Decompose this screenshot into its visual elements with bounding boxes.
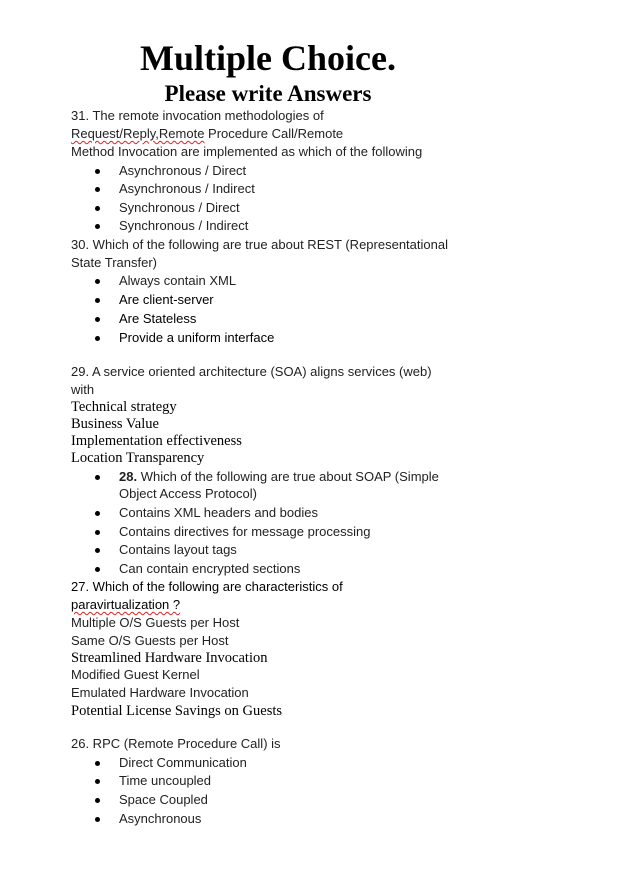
- q27-option-5: Emulated Hardware Invocation: [71, 685, 249, 700]
- q30-option-4: Provide a uniform interface: [119, 330, 275, 345]
- bullet-icon: [94, 504, 102, 522]
- q26-option-3: Space Coupled: [119, 792, 208, 807]
- question-29-text-line2: with: [71, 382, 95, 397]
- q28-option-3: Contains layout tags: [119, 542, 237, 557]
- question-27-text-line2: [71, 596, 180, 614]
- bullet-icon: [94, 180, 102, 198]
- q31-option-2: Asynchronous / Indirect: [119, 181, 255, 196]
- question-31-text-line3: Method Invocation are implemented as which of the following: [71, 144, 423, 159]
- spellcheck-underlined-text: paravirtualization ?: [71, 597, 181, 612]
- question-30-text: 30. Which of the following are true about REST (Representational: [71, 237, 448, 252]
- q28-option-4: Can contain encrypted sections: [119, 561, 301, 576]
- question-31-text: 31. The remote invocation methodologies of: [71, 108, 324, 123]
- q28-option-1: Contains XML headers and bodies: [119, 505, 318, 520]
- question-31-text-line2: Request/Reply,Remote Procedure Call/Remote: [71, 126, 344, 141]
- bullet-icon: [94, 329, 102, 347]
- bullet-icon: [94, 199, 102, 217]
- bullet-icon: [94, 772, 102, 790]
- bullet-icon: [94, 754, 102, 772]
- q31-option-4: Synchronous / Indirect: [119, 218, 249, 233]
- bullet-icon: [94, 523, 102, 541]
- q29-option-4: Location Transparency: [71, 450, 205, 466]
- q27-option-2: Same O/S Guests per Host: [71, 633, 229, 648]
- q29-option-3: Implementation effectiveness: [71, 433, 242, 449]
- q27-option-6: Potential License Savings on Guests: [71, 703, 283, 719]
- question-26-text: 26. RPC (Remote Procedure Call) is: [71, 736, 281, 751]
- q27-option-4: Modified Guest Kernel: [71, 667, 200, 682]
- q29-option-1: Technical strategy: [71, 399, 177, 415]
- page-subtitle: Please write Answers: [164, 81, 372, 106]
- q26-option-1: Direct Communication: [119, 755, 247, 770]
- question-30-text-line2: State Transfer): [71, 255, 157, 270]
- question-29-text: 29. A service oriented architecture (SOA) aligns services (web): [71, 364, 432, 379]
- q26-option-4: Asynchronous: [119, 811, 202, 826]
- bullet-icon: [94, 291, 102, 309]
- q31-option-3: Synchronous / Direct: [119, 200, 240, 215]
- question-28-text: 28. Which of the following are true about SOAP (Simple: [119, 469, 439, 484]
- question-28-text-line2: Object Access Protocol): [119, 486, 257, 501]
- bullet-icon: [94, 560, 102, 578]
- bullet-icon: [94, 810, 102, 828]
- q31-option-1: Asynchronous / Direct: [119, 163, 247, 178]
- spellcheck-underlined-text: Request/Reply,Remote: [71, 126, 205, 141]
- q26-option-2: Time uncoupled: [119, 773, 212, 788]
- bullet-icon: [94, 468, 102, 486]
- bullet-icon: [94, 217, 102, 235]
- bullet-icon: [94, 310, 102, 328]
- page-title: Multiple Choice.: [140, 38, 396, 78]
- question-27-text: 27. Which of the following are characteristics of: [71, 579, 343, 594]
- q28-option-2: Contains directives for message processing: [119, 524, 371, 539]
- bullet-icon: [94, 541, 102, 559]
- bullet-icon: [94, 791, 102, 809]
- q27-option-1: Multiple O/S Guests per Host: [71, 615, 240, 630]
- q30-option-2: Are client-server: [119, 292, 214, 307]
- bullet-icon: [94, 272, 102, 290]
- q27-option-3: Streamlined Hardware Invocation: [71, 650, 268, 666]
- bullet-icon: [94, 162, 102, 180]
- q30-option-3: Are Stateless: [119, 311, 197, 326]
- q30-option-1: Always contain XML: [119, 273, 237, 288]
- q29-option-2: Business Value: [71, 416, 159, 432]
